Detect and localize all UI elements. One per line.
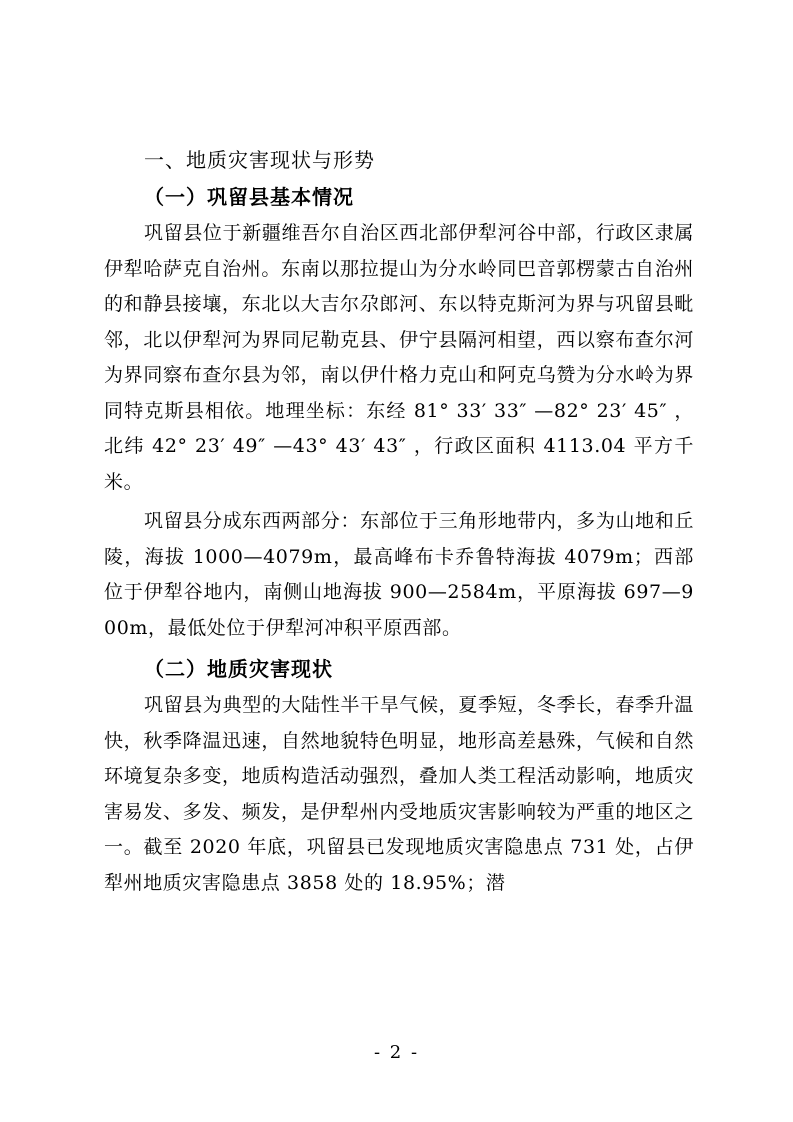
subsection-title-hazard-status: （二）地质灾害现状 [144,657,333,681]
page-number: - 2 - [373,1042,420,1063]
document-body [104,142,694,901]
paragraph-location: 巩留县位于新疆维吾尔自治区西北部伊犁河谷中部，行政区隶属伊犁哈萨克自治州。东南以那拉提山为分水岭同巴音郭楞蒙古自治州的和静县接壤，东北以大吉尔尕郎河、东以特克斯河为界与巩留县毗邻，北以伊犁河为界同尼勒克县、伊宁县隔河相望，西以察布查尔河为界同察布查尔县为邻，南以伊什格力克山和阿克乌赞为分水岭为界同特克斯县相依。地理坐标：东经 81° 33′ 33″ —82° 23′ 45″ ，北纬 42° 23′ 49″ —43° 43′ 43″ ，行政区面积 4113.04 平方千米。 [104,222,694,493]
subsection-title-basic-info: （一）巩留县基本情况 [144,185,354,209]
paragraph-hazard: 巩留县为典型的大陆性半干旱气候，夏季短，冬季长，春季升温快，秋季降温迅速，自然地貌特色明显，地形高差悬殊，气候和自然环境复杂多变，地质构造活动强烈，叠加人类工程活动影响，地质灾害易发、多发、频发，是伊犁州内受地质灾害影响较为严重的地区之一。截至 2020 年底，巩留县已发现地质灾害隐患点 731 处，占伊犁州地质灾害隐患点 3858 处的 18.95%；潜 [104,694,694,894]
paragraph-terrain: 巩留县分成东西两部分：东部位于三角形地带内，多为山地和丘陵，海拔 1000—4079m，最高峰布卡乔鲁特海拔 4079m；西部位于伊犁谷地内，南侧山地海拔 900—2584m，平原海拔 697—900m，最低处位于伊犁河冲积平原西部。 [104,510,694,639]
section-title: 一、地质灾害现状与形势 [144,148,375,172]
